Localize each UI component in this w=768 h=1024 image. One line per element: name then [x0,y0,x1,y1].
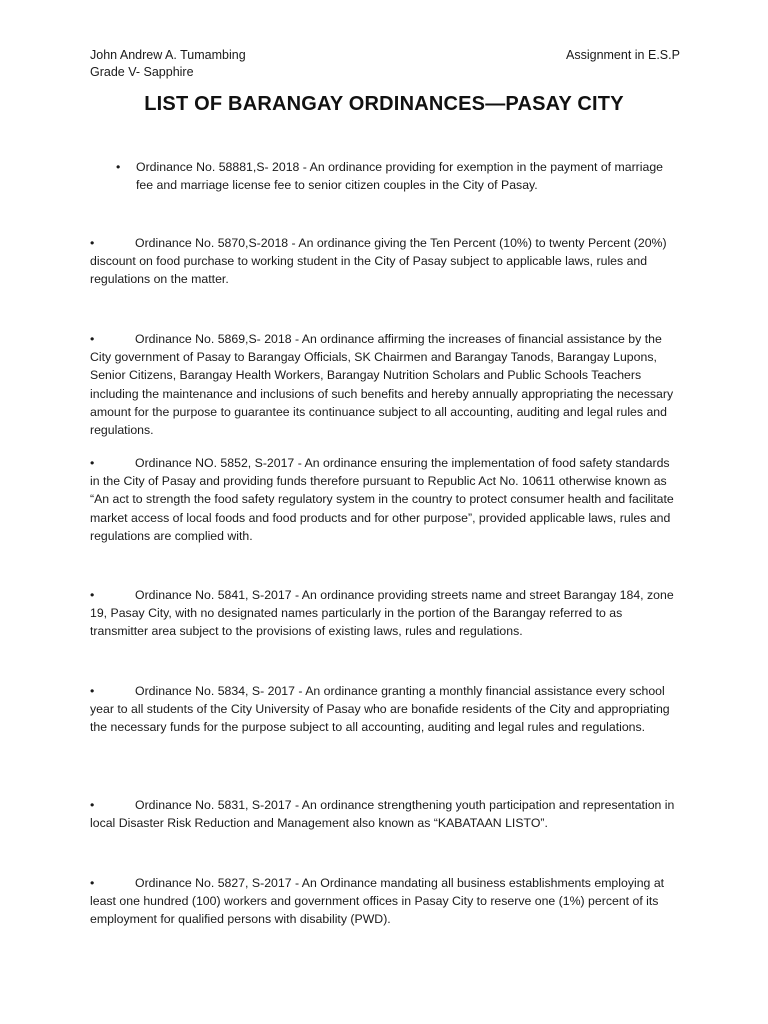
ordinance-text: Ordinance No. 5831, S-2017 - An ordinance strengthening youth participation and representation in local Disaster Risk Reduction and Management also known as “KABATAAN LISTO”. [90,798,675,831]
bullet-icon: • [90,588,95,602]
ordinance-item [90,234,680,289]
ordinance-text: Ordinance No. 5827, S-2017 - An Ordinance mandating all business establishments employing at least one hundred (100) workers and government offices in Pasay City to reserve one (1%) percent of its employment for qualified persons with disability (PWD). [90,876,665,927]
bullet-icon: • [90,236,95,250]
ordinance-item [90,682,680,737]
bullet-icon: • [90,332,95,346]
ordinance-text: Ordinance No. 5841, S-2017 - An ordinance providing streets name and street Barangay 184, zone 19, Pasay City, with no designated names particularly in the portion of the Barangay referred to as transmitter area subject to the provisions of existing laws, rules and regulations. [90,588,674,639]
ordinance-text: Ordinance No. 5834, S- 2017 - An ordinance granting a monthly financial assistance every school year to all students of the City University of Pasay who are bonafide residents of the City and appropriating the necessary funds for the purpose subject to all accounting, auditing and legal rules and regulations. [90,684,670,735]
bullet-icon: • [90,456,95,470]
page-title: LIST OF BARANGAY ORDINANCES—PASAY CITY [144,93,624,115]
bullet-icon: • [90,798,95,812]
bullet-icon: • [90,684,95,698]
ordinance-text: Ordinance No. 5870,S-2018 - An ordinance giving the Ten Percent (10%) to twenty Percent (20%) discount on food purchase to working student in the City of Pasay subject to applicable laws, rules and regulations on the matter. [90,236,667,287]
ordinance-item [90,796,680,832]
bullet-icon: • [116,160,121,174]
ordinance-item [116,158,676,194]
ordinance-text: Ordinance NO. 5852, S-2017 - An ordinance ensuring the implementation of food safety standards in the City of Pasay and providing funds therefore pursuant to Republic Act No. 10611 otherwise known as “An act to strength the food safety regulatory system in the country to protect consumer health and facilitate market access of local foods and food products and for other purpose”, provided applicable laws, rules and regulations are complied with. [90,456,674,543]
ordinance-text: Ordinance No. 5869,S- 2018 - An ordinance affirming the increases of financial assistance by the City government of Pasay to Barangay Officials, SK Chairmen and Barangay Tanods, Barangay Lupons, Senior Citizens, Barangay Health Workers, Barangay Nutrition Scholars and Public Schools Teachers including the maintenance and inclusions of such benefits and hereby annually appropriating the necessary amount for the purpose to guarantee its continuance subject to all accounting, auditing and legal rules and regulations. [90,332,674,438]
student-name: John Andrew A. Tumambing [90,48,246,62]
ordinance-item [90,586,680,641]
grade-section: Grade V- Sapphire [90,65,194,79]
ordinance-item [90,330,680,439]
ordinance-item [90,454,680,545]
ordinance-item [90,874,680,929]
assignment-label: Assignment in E.S.P [566,48,680,62]
ordinance-text: Ordinance No. 58881,S- 2018 - An ordinance providing for exemption in the payment of marriage fee and marriage license fee to senior citizen couples in the City of Pasay. [136,160,664,193]
bullet-icon: • [90,876,95,890]
